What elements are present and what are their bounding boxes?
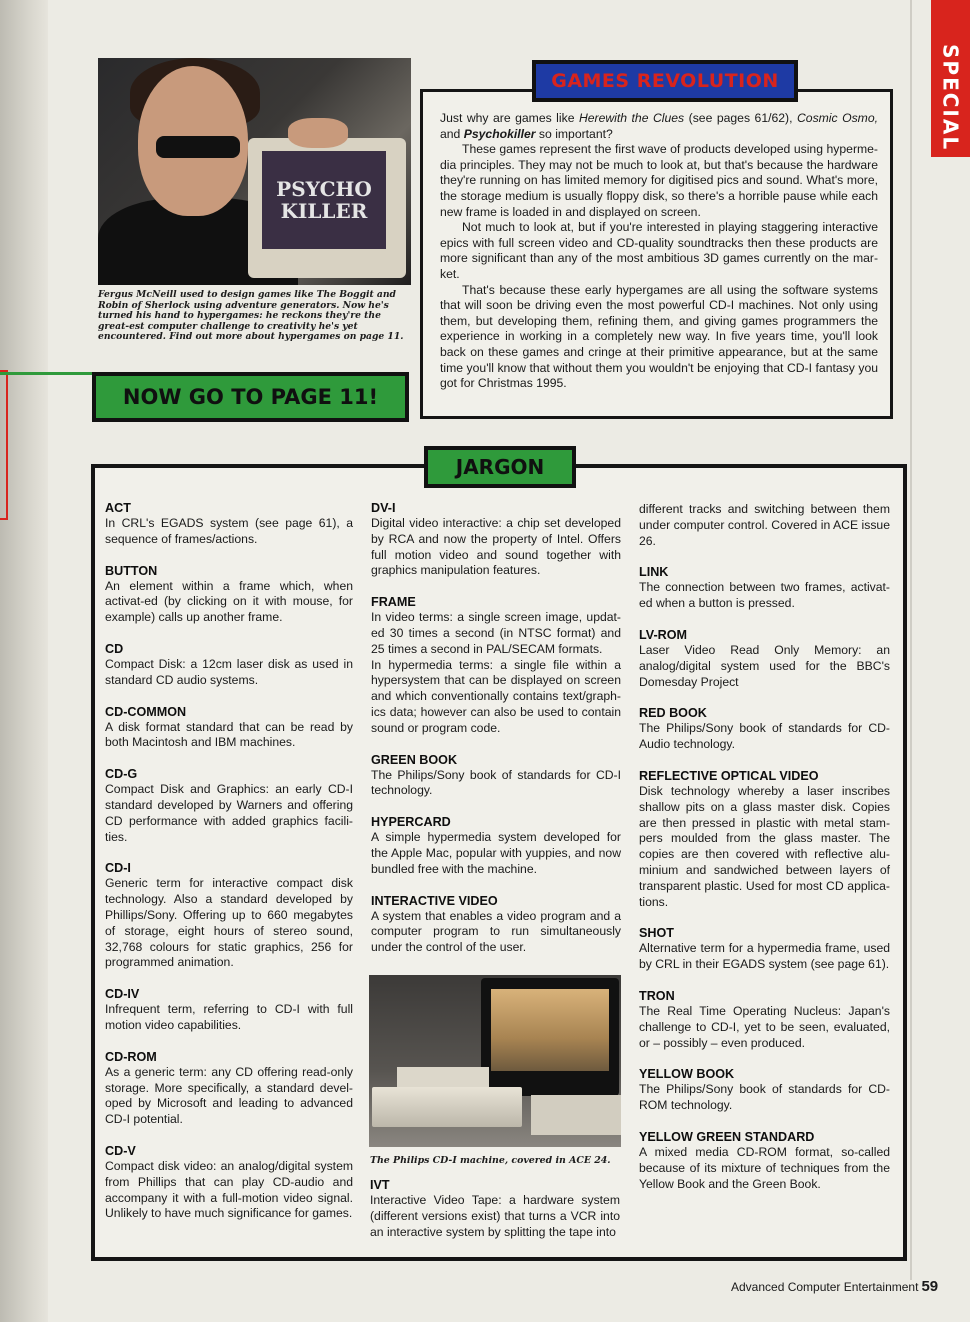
glossary-entry [639,1129,890,1192]
binding-gutter [0,0,48,1322]
glossary-entry [371,893,621,956]
glossary-entry [639,988,890,1051]
television-screen [491,989,609,1071]
glossary-definition: The Philips/Sony book of standards for CD-ROM technology. [639,1082,890,1113]
glossary-entry [105,766,353,845]
special-tab [931,0,970,157]
glossary-entry [371,500,621,579]
glossary-entry [639,627,890,690]
glossary-term: INTERACTIVE VIDEO [371,893,498,908]
jargon-title: JARGON [428,450,572,484]
glossary-definition: A disk format standard that can be read by both Macintosh and IBM machines. [105,719,353,750]
glossary-entry [639,925,890,973]
publication-name: Advanced Computer Entertainment [731,1280,919,1294]
glossary-definition: The Philips/Sony book of standards for CD-I technology. [371,767,621,798]
paragraph: Just why are games like Herewith the Clues (see pages 61/62), Cosmic Osmo, and Psychokiller so important? [440,111,878,141]
jargon-ivt-entry [370,1177,620,1240]
glossary-entry [105,1143,353,1222]
glossary-definition: A simple hypermedia system developed for the Apple Mac, popular with yuppies, and now bundled free with the machine. [371,830,621,876]
glossary-term: FRAME [371,595,416,610]
glossary-definition: Digital video interactive: a chip set developed by RCA and now the property of Intel. Offers full motion video and sound together with graphics manipulation features. [371,516,621,578]
gutter-red-marker [0,370,8,520]
glossary-entry [371,752,621,800]
glossary-definition: The Philips/Sony book of standards for CD-Audio technology. [639,721,890,752]
glossary-definition: The Real Time Operating Nucleus: Japan's challenge to CD-I, yet to be seen, evaluated, or – possibly – even produced. [639,1003,890,1050]
glossary-definition: The connection between two frames, activat-ed when a button is pressed. [639,580,890,611]
glossary-term: SHOT [639,926,674,941]
glossary-definition: Infrequent term, referring to CD-I with full motion video capabilities. [105,1002,353,1032]
glossary-term: YELLOW BOOK [639,1067,735,1082]
glossary-term: IVT [370,1178,390,1192]
glossary-entry [105,704,353,752]
monitor-screen [262,151,386,249]
games-revolution-title-box [532,60,798,102]
page-edge-rule [910,0,912,1280]
glossary-term: YELLOW GREEN STANDARD [639,1129,815,1144]
glossary-term: BUTTON [105,563,158,578]
glossary-definition: Alternative term for a hypermedia frame, used by CRL in their EGADS system (see page 61). [639,941,890,972]
jargon-column-2 [371,500,621,971]
glossary-term: ACT [105,501,131,515]
glossary-definition: In CRL's EGADS system (see page 61), a sequence of frames/actions. [105,516,353,546]
glossary-term: CD-ROM [105,1049,157,1064]
glossary-term: DV-I [371,501,396,515]
glossary-entry [371,594,621,736]
glossary-definition: Generic term for interactive compact disk technology. Also a standard developed by Phillips/Sony. Offering up to 660 megabytes of storage, eight hours of stereo sound, 32,768 colours for static graphics, 256 for programmed animation. [105,876,353,970]
glossary-definition: A mixed media CD-ROM format, so-called because of its mixture of techniques from the Yellow Book and the Green Book. [639,1144,890,1191]
glossary-term: LV-ROM [639,627,688,642]
glossary-entry [105,860,353,971]
glossary-entry [639,564,890,612]
glossary-entry [105,641,353,689]
glossary-entry [639,768,890,910]
games-revolution-text [440,111,878,392]
jargon-column-3 [639,502,890,1207]
paragraph: That's because these early hypergames are all using the software systems that will soon be driving even the most powerful CD-I machines. Not only using them, but developing them, refining them, and giving games programmers the experience in working in a completely new way. In five years time, you'll look back on these games and cringe at their primitive appearance, but at the same time you'll know that without them you wouldn't be enjoying that CD-I fantasy you got for Christmas 1995. [440,282,878,391]
now-go-banner [92,372,409,422]
screen-title-line2: KILLER [280,199,368,223]
glossary-term: CD-I [105,861,131,876]
photo-caption: Fergus McNeill used to design games like The Boggit and Robin of Sherlock using adventure generators. Now he's turned his hand to hypergames: he reckons they're the great-est computer challenge to creativity he's yet encountered. Find out more about hypergames on page 11. [98,289,404,343]
glossary-definition: A system that enables a video program and a computer program to run simultaneously under the control of the user. [371,908,621,955]
page-footer [731,1278,938,1295]
glossary-entry [105,563,353,626]
glossary-term: TRON [639,988,675,1003]
glossary-entry [105,500,353,548]
glossary-term: REFLECTIVE OPTICAL VIDEO [639,768,819,783]
paragraph: Not much to look at, but if you're interested in playing staggering interactive epics with full screen video and CD-quality soundtracks then these products are more significant than any of the most ambitious 3D games currently on the mar-ket. [440,220,878,281]
glossary-term: LINK [639,565,669,580]
jargon-title-box [424,446,576,488]
glossary-definition: An element within a frame which, when activat-ed (by clicking on it with mouse, for example) calls up another frame. [105,578,353,625]
glossary-entry [105,986,353,1034]
glossary-definition: Interactive Video Tape: a hardware system (different versions exist) that turns a VCR into an interactive system by splitting the tape into [370,1193,620,1239]
cdi-photo-caption: The Philips CD-I machine, covered in ACE 24. [370,1155,611,1166]
cdi-player [372,1087,522,1127]
glossary-entry [371,814,621,877]
glossary-entry [105,1049,353,1128]
glossary-entry [639,705,890,753]
games-revolution-title: GAMES REVOLUTION [536,64,794,98]
glossary-definition: Compact Disk and Graphics: an early CD-I standard developed by Warners and offering CD performance with added graphics facili-ties. [105,782,353,844]
glossary-definition: Laser Video Read Only Memory: an analog/digital system used for the BBC's Domesday Project [639,642,890,689]
glossary-term: CD-IV [105,987,140,1002]
fergus-mcneill-photo [98,58,411,285]
glossary-term: HYPERCARD [371,815,451,830]
glossary-definition: In hypermedia terms: a single file within a hypersystem that can be displayed on screen and which conventionally contains text/graph-ics data; however can also be used to contain sound or program code. [371,657,621,735]
glossary-definition: In video terms: a single screen image, updat-ed 30 times a second (in NTSC format) and 25 times a second in PAL/SECAM formats. [371,610,621,656]
glossary-definition: Disk technology whereby a laser inscribes shallow pits on a glass master disk. Copies are then pressed in plastic with metal stam-pers moulded from the glass master. The copies are then covered with reflective alu-minium and sandwiched between layers of transparent plastic. Used for most CD applica-tions. [639,783,890,909]
glossary-term: RED BOOK [639,706,707,721]
glossary-definition: As a generic term: any CD offering read-only storage. More specifically, a standard devel-oped by Microsoft and leading to advanced CD-I potential. [105,1064,353,1127]
glossary-definition: Compact disk video: an analog/digital system from Phillips that can play CD-audio and accompany it with a full-motion video signal. Unlikely to have much significance for games. [105,1158,353,1221]
glossary-term: CD-V [105,1143,136,1158]
green-rule [0,372,96,375]
jargon-column-1 [105,500,353,1237]
glossary-entry [639,1066,890,1114]
glossary-term: CD-G [105,767,138,782]
philips-cdi-photo [369,975,621,1147]
paragraph: These games represent the first wave of products developed using hyperme-dia principles. They may not be much to look at, but that's because the hardware they're running on has limited memory for digitised pics and sound. What's more, the storage medium is usually floppy disk, so there's a horrible pause while each new frame is loaded in and displayed on screen. [440,142,878,219]
glossary-continuation: different tracks and switching between them under computer control. Covered in ACE issue 26. [639,502,890,548]
screen-title-line1: PSYCHO [276,177,372,201]
glossary-term: CD-COMMON [105,704,187,719]
glossary-term: CD [105,641,124,656]
special-tab-label: SPECIAL [938,43,963,151]
glossary-term: GREEN BOOK [371,752,458,767]
page-number: 59 [921,1278,939,1295]
now-go-banner-label: NOW GO TO PAGE 11! [96,376,405,418]
glossary-definition: Compact Disk: a 12cm laser disk as used in standard CD audio systems. [105,656,353,687]
